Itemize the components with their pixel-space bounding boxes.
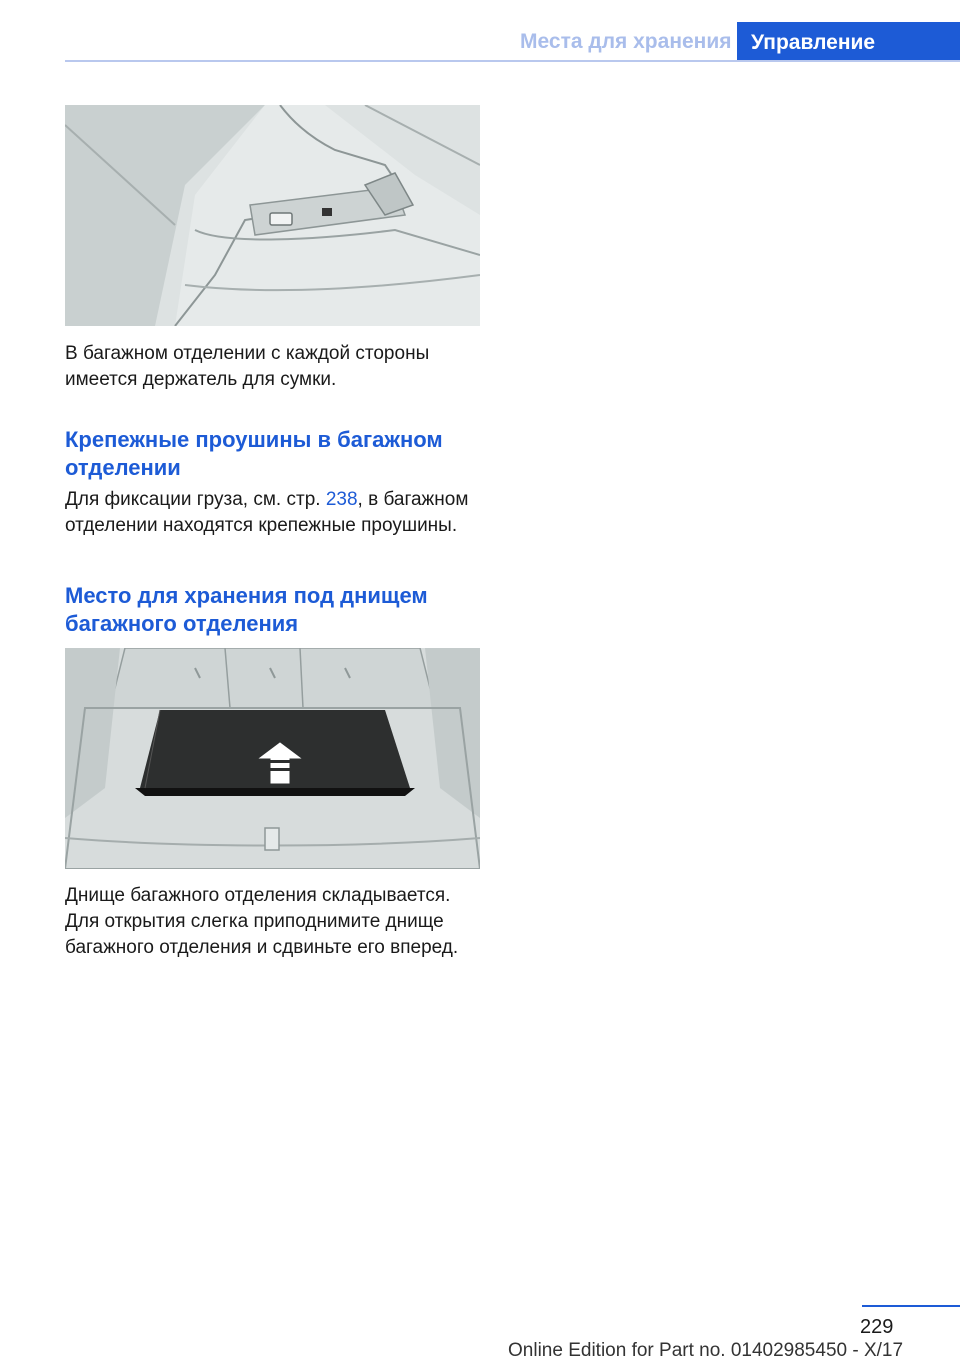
trunk-bag-holder-illustration <box>65 105 480 326</box>
caption-bag-holder: В багажном отделении с каждой стороны имеется держатель для сумки. <box>65 343 430 390</box>
trunk-floor-illustration <box>65 648 480 869</box>
header-section-title: Места для хранения <box>520 30 732 53</box>
heading-underfloor-storage: Место для хранения под днищем багажного отделения <box>65 583 428 636</box>
header-chapter-tab[interactable]: Управление <box>737 22 960 60</box>
paragraph-text-end: , в багажном отделении находятся крепежные проушины. <box>65 489 469 536</box>
caption-trunk-floor: Днище багажного отделения складывается. Для открытия слегка приподнимите днище багажного отделения и сдвиньте его вперед. <box>65 885 459 958</box>
paragraph-lashing-eyes <box>65 487 485 539</box>
footer-edition-text: Online Edition for Part no. 01402985450 - X/17 <box>508 1340 904 1361</box>
page-reference-link[interactable]: 238 <box>325 489 358 510</box>
header-divider <box>65 60 960 62</box>
paragraph-text-start: Для фиксации груза, см. стр. <box>65 489 326 510</box>
page-number: 229 <box>860 1316 894 1338</box>
heading-lashing-eyes: Крепежные проушины в багажном отделении <box>65 427 443 480</box>
footer-divider <box>862 1305 960 1307</box>
